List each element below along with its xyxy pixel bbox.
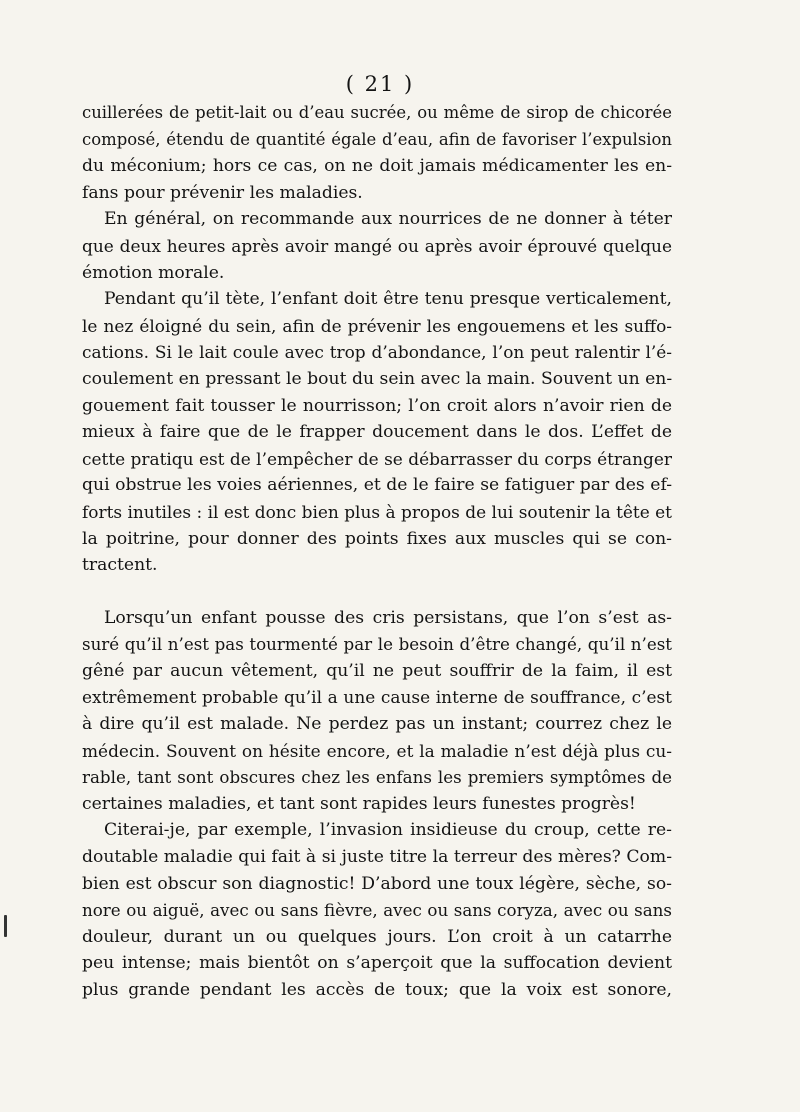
paragraph-4 bbox=[82, 605, 672, 818]
text-line: Citerai-je, par exemple, l’invasion insidieuse du croup, cette re- bbox=[104, 820, 672, 841]
text-line: forts inutiles : il est donc bien plus à propos de lui soutenir la tête et bbox=[82, 501, 672, 522]
text-line: mieux à faire que de le frapper doucement dans le dos. L’effet de bbox=[82, 422, 672, 443]
text-line: gêné par aucun vêtement, qu’il ne peut souffrir de la faim, il est bbox=[82, 660, 672, 681]
text-line: extrêmement probable qu’il a une cause interne de souffrance, c’est bbox=[82, 687, 672, 708]
text-line: nore ou aiguë, avec ou sans fièvre, avec ou sans coryza, avec ou sans bbox=[82, 900, 672, 921]
text-line: cette pratiqu est de l’empêcher de se débarrasser du corps étranger bbox=[82, 448, 672, 469]
text-line: composé, étendu de quantité égale d’eau, afin de favoriser l’expulsion bbox=[82, 129, 672, 149]
paragraph-5 bbox=[82, 817, 672, 1003]
paragraph-gap bbox=[82, 579, 672, 605]
body-text bbox=[82, 100, 672, 1004]
text-line: bien est obscur son diagnostic! D’abord une toux légère, sèche, so- bbox=[82, 873, 672, 894]
text-line: doutable maladie qui fait à si juste titre la terreur des mères? Com- bbox=[82, 847, 672, 868]
paragraph-2 bbox=[82, 206, 672, 286]
text-line: du méconium; hors ce cas, on ne doit jamais médicamenter les en- bbox=[82, 156, 672, 177]
text-line: certaines maladies, et tant sont rapides leurs funestes progrès! bbox=[82, 793, 636, 814]
text-line: rable, tant sont obscures chez les enfans les premiers symptômes de bbox=[82, 767, 672, 788]
text-line: cuillerées de petit-lait ou d’eau sucrée, ou même de sirop de chicorée bbox=[82, 103, 672, 122]
text-line: émotion morale. bbox=[82, 262, 225, 283]
page-edge-mark bbox=[4, 915, 7, 937]
text-line: le nez éloigné du sein, afin de prévenir les engouemens et les suffo- bbox=[82, 315, 672, 336]
text-line: qui obstrue les voies aériennes, et de le faire se fatiguer par des ef- bbox=[82, 475, 672, 496]
text-line: peu intense; mais bientôt on s’aperçoit que la suffocation devient bbox=[82, 953, 672, 974]
text-line: douleur, durant un ou quelques jours. L’on croit à un catarrhe bbox=[82, 926, 672, 947]
paragraph-3 bbox=[82, 286, 672, 579]
text-line: la poitrine, pour donner des points fixes aux muscles qui se con- bbox=[82, 528, 672, 549]
text-line: gouement fait tousser le nourrisson; l’on croit alors n’avoir rien de bbox=[82, 395, 672, 416]
text-line: Lorsqu’un enfant pousse des cris persistans, que l’on s’est as- bbox=[104, 607, 672, 628]
text-line: Pendant qu’il tète, l’enfant doit être tenu presque verticalement, bbox=[104, 289, 672, 310]
text-line: à dire qu’il est malade. Ne perdez pas un instant; courrez chez le bbox=[82, 714, 672, 735]
text-line: plus grande pendant les accès de toux; que la voix est sonore, bbox=[82, 980, 672, 1000]
text-line: En général, on recommande aux nourrices de ne donner à téter bbox=[104, 209, 672, 230]
text-line: coulement en pressant le bout du sein avec la main. Souvent un en- bbox=[82, 368, 673, 389]
text-line: cations. Si le lait coule avec trop d’abondance, l’on peut ralentir l’é- bbox=[82, 342, 672, 363]
text-line: tractent. bbox=[82, 555, 158, 576]
text-line: que deux heures après avoir mangé ou après avoir éprouvé quelque bbox=[82, 235, 672, 256]
page-number: ( 21 ) bbox=[345, 72, 415, 96]
paragraph-1 bbox=[82, 100, 672, 206]
text-line: fans pour prévenir les maladies. bbox=[82, 182, 363, 203]
text-line: médecin. Souvent on hésite encore, et la maladie n’est déjà plus cu- bbox=[82, 740, 672, 761]
text-line: suré qu’il n’est pas tourmenté par le besoin d’être changé, qu’il n’est bbox=[82, 634, 672, 655]
